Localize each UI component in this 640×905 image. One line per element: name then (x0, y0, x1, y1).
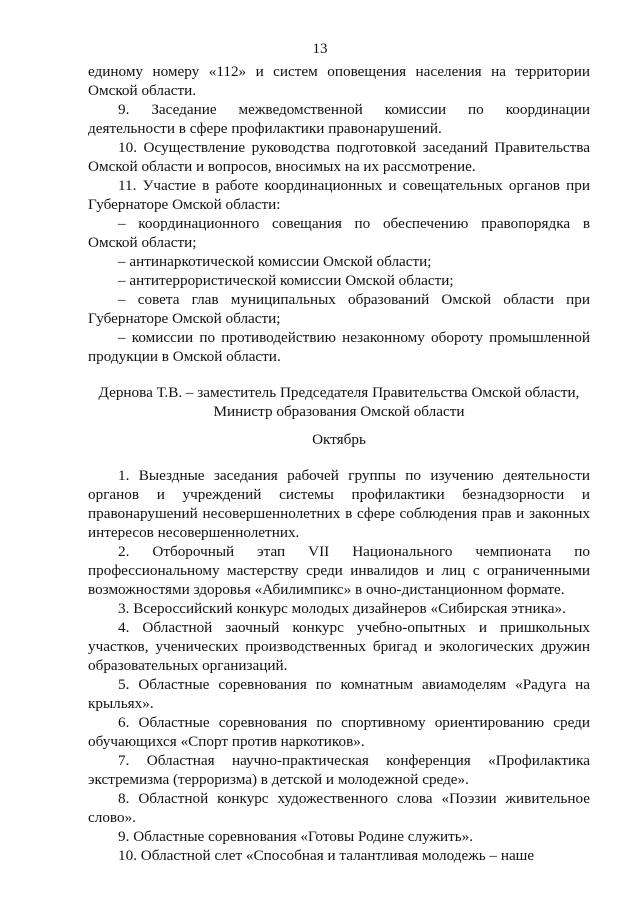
october-list (88, 466, 590, 865)
item-9: 9. Заседание межведомственной комиссии по координации деятельности в сфере профилактики правонарушений. (88, 101, 590, 137)
october-item-7: 7. Областная научно-практическая конференция «Профилактика экстремизма (терроризма) в детской и молодежной среде». (88, 752, 590, 788)
continuation-paragraph: единому номеру «112» и систем оповещения населения на территории Омской области. (88, 63, 590, 99)
october-item-5: 5. Областные соревнования по комнатным авиамоделям «Радуга на крыльях». (88, 676, 590, 712)
october-item-1: 1. Выездные заседания рабочей группы по изучению деятельности органов и учреждений системы профилактики безнадзорности и правонарушений несовершеннолетних в сфере соблюдения прав и законных интересов несовершеннолетних. (88, 467, 590, 541)
subitem-5: – комиссии по противодействию незаконному обороту промышленной продукции в Омской области. (88, 329, 590, 365)
october-item-4: 4. Областной заочный конкурс учебно-опытных и пришкольных участков, ученических производственных бригад и экологических дружин образовательных организаций. (88, 619, 590, 674)
subitem-4: – совета глав муниципальных образований Омской области при Губернаторе Омской области; (88, 291, 590, 327)
person-heading (88, 383, 590, 421)
subitem-1: – координационного совещания по обеспечению правопорядка в Омской области; (88, 215, 590, 251)
person-heading-line-2: Министр образования Омской области (213, 403, 465, 420)
month-heading-block (88, 430, 590, 449)
month-heading: Октябрь (312, 431, 366, 448)
subitem-3: – антитеррористической комиссии Омской области; (118, 272, 454, 289)
october-item-2: 2. Отборочный этап VII Национального чемпионата по профессиональному мастерству среди инвалидов и лиц с ограниченными возможностями здоровья «Абилимпикс» в очно-дистанционном формате. (88, 543, 590, 598)
october-item-8: 8. Областной конкурс художественного слова «Поэзии живительное слово». (88, 790, 590, 826)
item-11: 11. Участие в работе координационных и совещательных органов при Губернаторе Омской области: (88, 177, 590, 213)
october-item-10: 10. Областной слет «Способная и талантливая молодежь – наше (118, 847, 535, 864)
october-item-9: 9. Областные соревнования «Готовы Родине служить». (118, 828, 474, 845)
person-heading-line-1: Дернова Т.В. – заместитель Председателя Правительства Омской области, (98, 384, 580, 401)
section-coordination-duties (88, 62, 590, 366)
october-item-3: 3. Всероссийский конкурс молодых дизайнеров «Сибирская этника». (118, 600, 566, 617)
item-10: 10. Осуществление руководства подготовкой заседаний Правительства Омской области и вопросов, вносимых на их рассмотрение. (88, 139, 590, 175)
october-item-6: 6. Областные соревнования по спортивному ориентированию среди обучающихся «Спорт против наркотиков». (88, 714, 590, 750)
page-number: 13 (312, 41, 328, 57)
subitem-2: – антинаркотической комиссии Омской области; (118, 253, 432, 270)
